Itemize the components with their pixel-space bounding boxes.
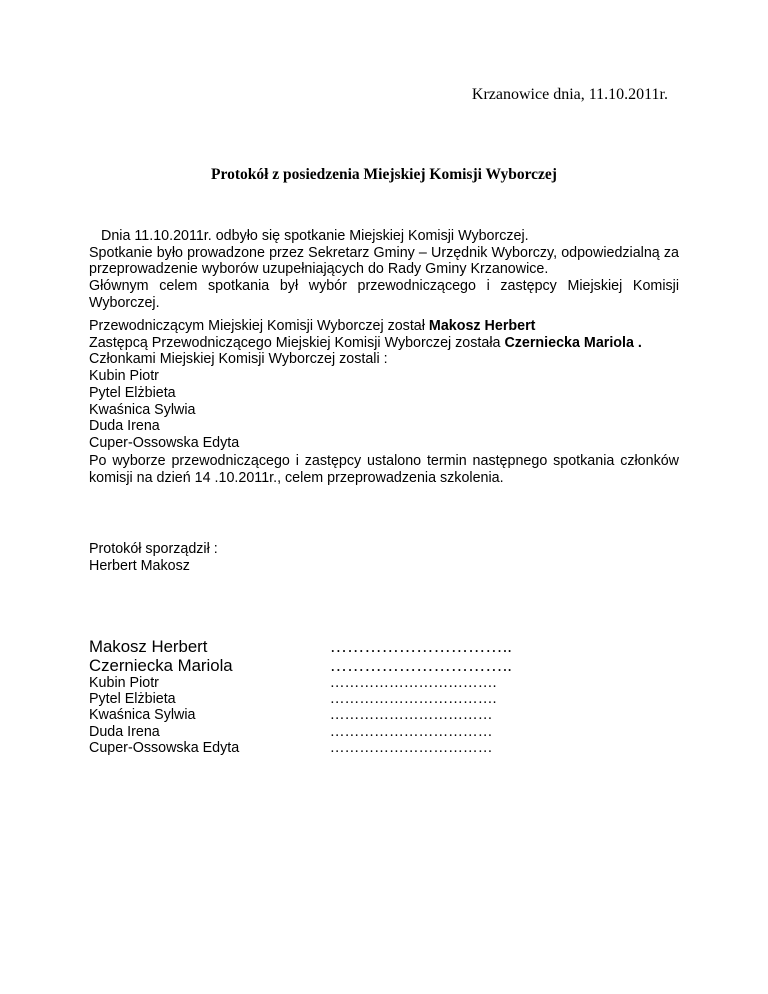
signature-name: Cuper-Ossowska Edyta bbox=[89, 739, 240, 756]
intro-line-1: Dnia 11.10.2011r. odbyło się spotkanie Miejskiej Komisji Wyborczej. bbox=[101, 228, 529, 244]
signature-dots: …………………………… bbox=[330, 707, 493, 724]
intro-line-3: Głównym celem spotkania był wybór przewodniczącego i zastępcy Miejskiej Komisji Wyborczej. bbox=[89, 278, 679, 311]
deputy-prefix: Zastępcą Przewodniczącego Miejskiej Komisji Wyborczej została bbox=[89, 334, 505, 351]
member-name: Kwaśnica Sylwia bbox=[89, 401, 196, 418]
member-name: Pytel Elżbieta bbox=[89, 384, 176, 401]
signature-row bbox=[89, 637, 689, 656]
signature-dots: ……………………………. bbox=[330, 691, 497, 708]
place-date: Krzanowice dnia, 11.10.2011r. bbox=[471, 86, 668, 103]
signature-row bbox=[89, 740, 689, 756]
author-name: Herbert Makosz bbox=[89, 557, 190, 574]
signature-dots: ……………………………. bbox=[330, 675, 497, 691]
document-title-text: Protokół z posiedzenia Miejskiej Komisji Wyborczej bbox=[211, 166, 557, 183]
chair-prefix: Przewodniczącym Miejskiej Komisji Wyborczej został bbox=[89, 318, 429, 334]
signature-row bbox=[89, 656, 689, 675]
document-title bbox=[0, 166, 768, 184]
signature-name: Kwaśnica Sylwia bbox=[89, 707, 196, 724]
signature-row bbox=[89, 675, 689, 691]
signature-row bbox=[89, 707, 689, 723]
deputy-line bbox=[89, 335, 679, 352]
members-label: Członkami Miejskiej Komisji Wyborczej zostali : bbox=[89, 351, 388, 368]
closing-paragraph: Po wyborze przewodniczącego i zastępcy ustalono termin następnego spotkania członków komisji na dzień 14 .10.2011r., celem przeprowadzenia szkolenia. bbox=[89, 453, 679, 486]
author-label: Protokół sporządził : bbox=[89, 541, 218, 557]
signature-name: Czerniecka Mariola bbox=[89, 656, 233, 675]
chair-name: Makosz Herbert bbox=[428, 318, 536, 334]
author-block bbox=[89, 541, 679, 574]
signature-row bbox=[89, 691, 689, 707]
signature-dots: ………………………….. bbox=[330, 637, 513, 656]
signature-row bbox=[89, 724, 689, 740]
signature-dots: …………………………… bbox=[330, 723, 493, 740]
member-name: Cuper-Ossowska Edyta bbox=[89, 434, 240, 451]
signature-name: Duda Irena bbox=[89, 723, 160, 740]
intro-paragraph bbox=[89, 228, 679, 312]
signature-list bbox=[89, 637, 689, 756]
member-name: Kubin Piotr bbox=[89, 368, 159, 385]
signature-name: Makosz Herbert bbox=[89, 637, 208, 656]
deputy-name: Czerniecka Mariola . bbox=[504, 334, 642, 351]
composition-paragraph bbox=[89, 318, 679, 452]
member-name: Duda Irena bbox=[89, 418, 160, 435]
signature-dots: ………………………….. bbox=[330, 656, 513, 675]
chair-line bbox=[89, 318, 679, 335]
signature-name: Kubin Piotr bbox=[89, 675, 159, 691]
intro-line-2: Spotkanie było prowadzone przez Sekretarz Gminy – Urzędnik Wyborczy, odpowiedzialną za przeprowadzenie wyborów uzupełniających do Rady Gminy Krzanowice. bbox=[89, 244, 679, 278]
signature-name: Pytel Elżbieta bbox=[89, 691, 176, 708]
signature-dots: …………………………… bbox=[330, 739, 493, 756]
